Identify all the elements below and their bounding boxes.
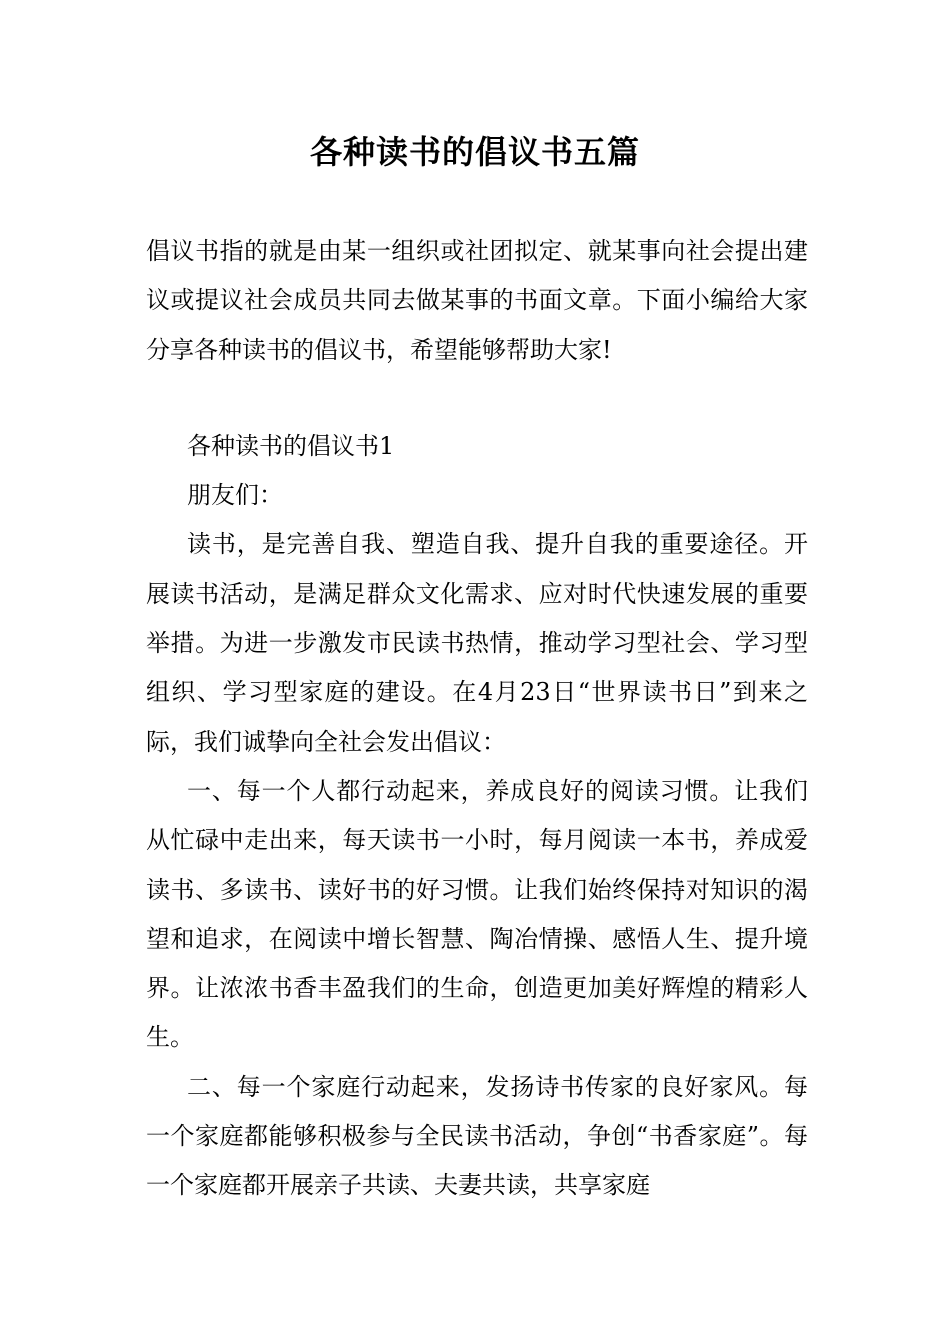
document-title: 各种读书的倡议书五篇 [309,133,640,171]
salutation: 朋友们： [187,481,283,510]
body-paragraph-3: 二、每一个家庭行动起来，发扬诗书传家的良好家风。每一个家庭都能够积极参与全民读书活动，争创“书香家庭”。每一个家庭都开展亲子共读、夫妻共读，共享家庭 [146,1072,808,1200]
section-heading: 各种读书的倡议书1 [187,431,395,460]
intro-paragraph: 倡议书指的就是由某一组织或社团拟定、就某事向社会提出建议或提议社会成员共同去做某事的书面文章。下面小编给大家分享各种读书的倡议书，希望能够帮助大家! [146,237,808,364]
body-paragraph-1: 读书，是完善自我、塑造自我、提升自我的重要途径。开展读书活动，是满足群众文化需求、应对时代快速发展的重要举措。为进一步激发市民读书热情，推动学习型社会、学习型组织、学习型家庭的建设。在4月23日“世界读书日”到来之际，我们诚挚向全社会发出倡议： [146,530,808,756]
section-spacer [146,375,808,422]
document-body [146,227,808,1211]
body-paragraph-2: 一、每一个人都行动起来，养成良好的阅读习惯。让我们从忙碌中走出来，每天读书一小时，每月阅读一本书，养成爱读书、多读书、读好书的好习惯。让我们始终保持对知识的渴望和追求，在阅读中增长智慧、陶冶情操、感悟人生、提升境界。让浓浓书香丰盈我们的生命，创造更加美好辉煌的精彩人生。 [146,776,808,1052]
